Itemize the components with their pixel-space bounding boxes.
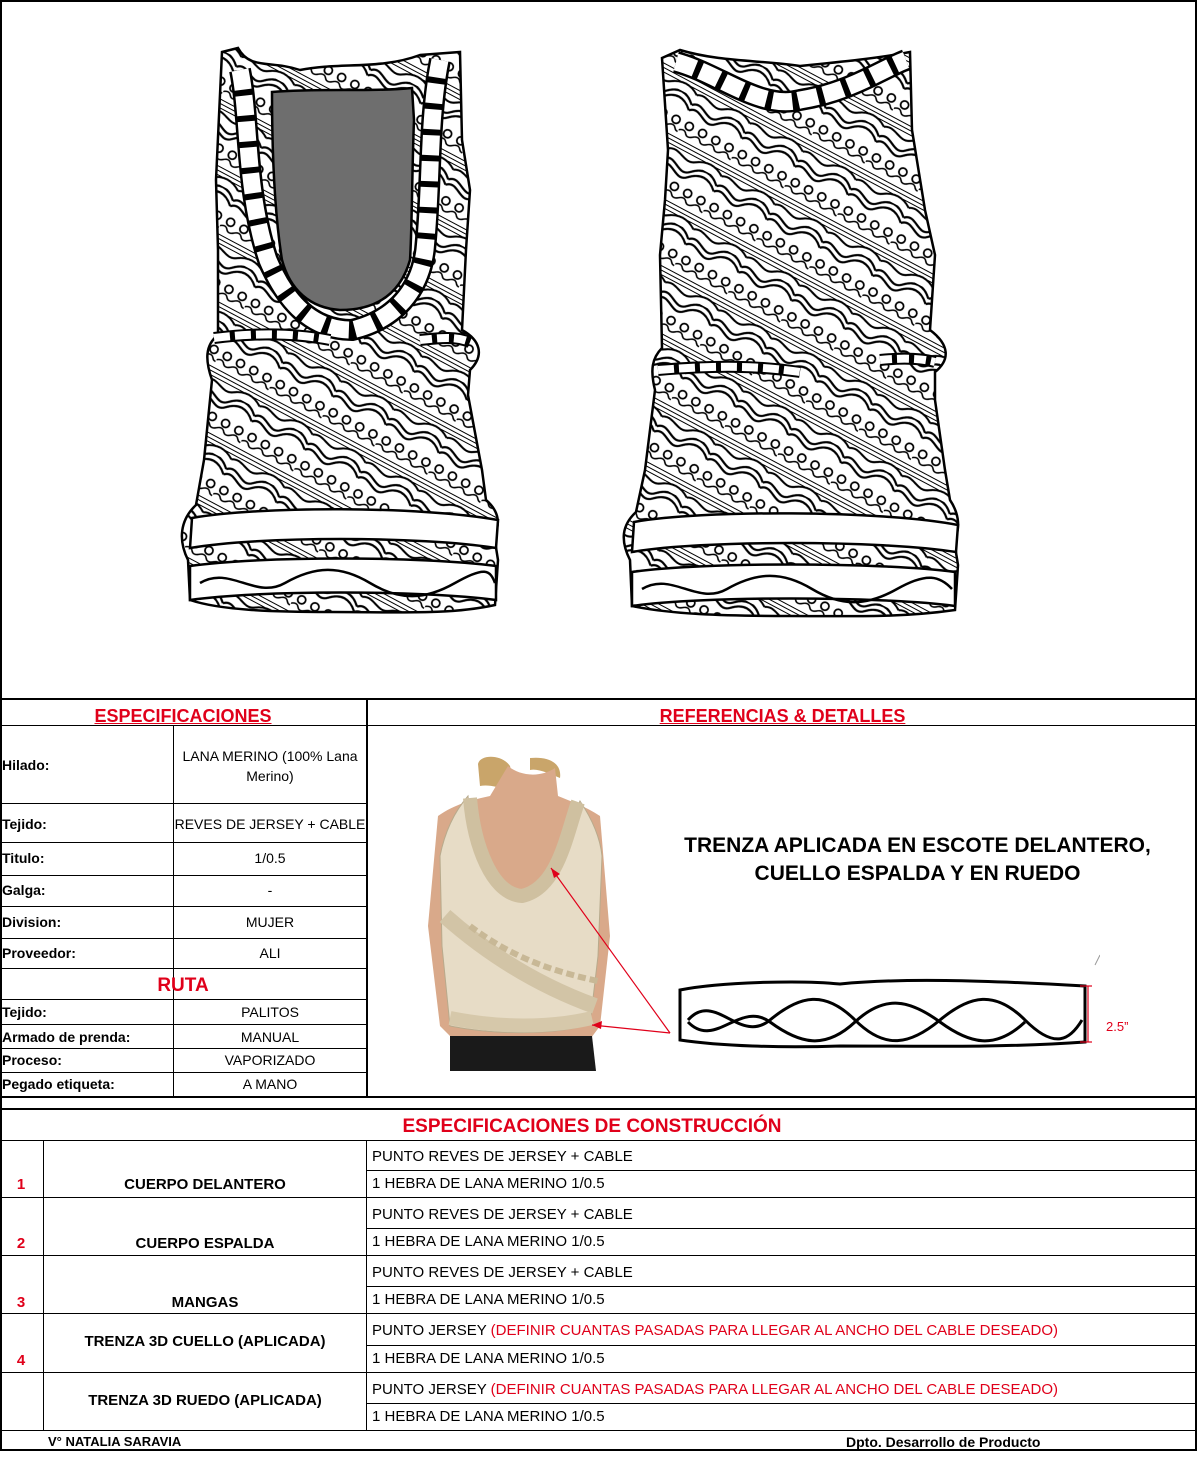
reference-note-line1: TRENZA APLICADA EN ESCOTE DELANTERO, [684, 834, 1151, 857]
construction-line1-text: PUNTO JERSEY [372, 1381, 491, 1398]
row-divider [0, 1197, 1197, 1198]
construction-row-line2: 1 HEBRA DE LANA MERINO 1/0.5 [372, 1350, 605, 1367]
ruta-label-armado: Armado de prenda: [2, 1029, 131, 1045]
subrow-divider [366, 1286, 1197, 1287]
construction-row-line2: 1 HEBRA DE LANA MERINO 1/0.5 [372, 1233, 605, 1250]
construction-row-line1 [372, 1322, 1058, 1339]
spec-value-galga: - [267, 882, 273, 898]
spec-value-tejido: REVES DE JERSEY + CABLE [174, 816, 366, 832]
ruta-label-etiqueta: Pegado etiqueta: [2, 1076, 115, 1092]
spec-label-tejido: Tejido: [2, 816, 47, 832]
row-divider [0, 1255, 1197, 1256]
row-divider [0, 968, 366, 969]
subrow-divider [366, 1403, 1197, 1404]
row-divider [0, 875, 366, 876]
section-divider [0, 1108, 1197, 1110]
spec-value-hilado: LANA MERINO (100% Lana Merino) [182, 748, 358, 784]
construction-row-name: TRENZA 3D RUEDO (APLICADA) [88, 1392, 322, 1409]
braid-detail [540, 860, 1100, 1100]
construction-row-line1: PUNTO REVES DE JERSEY + CABLE [372, 1264, 633, 1281]
row-divider [0, 803, 366, 804]
references-title: REFERENCIAS & DETALLES [659, 706, 906, 726]
row-divider [0, 1372, 1197, 1373]
ruta-label-tejido: Tejido: [2, 1004, 47, 1020]
row-divider [0, 938, 366, 939]
ruta-value-tejido: PALITOS [241, 1004, 299, 1020]
construction-row-name: CUERPO DELANTERO [124, 1176, 286, 1193]
reference-note-line2: CUELLO ESPALDA Y EN RUEDO [754, 862, 1081, 885]
garment-sketches [0, 0, 1200, 700]
ruta-value-etiqueta: A MANO [242, 1076, 298, 1092]
spec-value-division: MUJER [245, 914, 295, 930]
department-label: Dpto. Desarrollo de Producto [846, 1434, 1041, 1450]
row-divider [0, 1024, 366, 1025]
row-divider [0, 1072, 366, 1073]
column-divider [366, 698, 368, 1096]
construction-row-name: TRENZA 3D CUELLO (APLICADA) [84, 1333, 326, 1350]
row-divider [0, 1313, 1197, 1314]
construction-row-line1: PUNTO REVES DE JERSEY + CABLE [372, 1206, 633, 1223]
section-divider [0, 698, 1197, 700]
construction-row-number: 1 [16, 1176, 26, 1193]
subrow-divider [366, 1345, 1197, 1346]
row-divider [0, 906, 366, 907]
row-divider [0, 999, 366, 1000]
ruta-value-proceso: VAPORIZADO [224, 1052, 316, 1068]
construction-row-number: 2 [16, 1235, 26, 1252]
construction-line1-note: (DEFINIR CUANTAS PASADAS PARA LLEGAR AL ANCHO DEL CABLE DESEADO) [490, 1381, 1059, 1398]
braid-width-label: 2.5” [1106, 1019, 1129, 1034]
row-divider [0, 1430, 1197, 1431]
spec-label-galga: Galga: [2, 882, 46, 898]
spec-value-proveedor: ALI [259, 945, 281, 961]
construction-row-number: 3 [16, 1294, 26, 1311]
name-column-divider [366, 1140, 367, 1430]
construction-row-name: MANGAS [171, 1294, 239, 1311]
spec-value-titulo: 1/0.5 [254, 850, 286, 866]
construction-row-name: CUERPO ESPALDA [135, 1235, 275, 1252]
ruta-value-armado: MANUAL [240, 1029, 300, 1045]
front-garment-sketch [182, 48, 498, 612]
spec-label-proveedor: Proveedor: [2, 945, 76, 961]
back-garment-sketch [624, 50, 958, 616]
subrow-divider [366, 1170, 1197, 1171]
spec-label-titulo: Titulo: [2, 850, 45, 866]
spec-label-division: Division: [2, 914, 62, 930]
row-divider [0, 842, 366, 843]
specs-title: ESPECIFICACIONES [94, 706, 272, 726]
construction-title: ESPECIFICACIONES DE CONSTRUCCIÓN [402, 1116, 782, 1137]
approval-signature: V° NATALIA SARAVIA [48, 1434, 182, 1449]
construction-row-line1: PUNTO REVES DE JERSEY + CABLE [372, 1148, 633, 1165]
spec-label-hilado: Hilado: [2, 757, 50, 773]
construction-row-line2: 1 HEBRA DE LANA MERINO 1/0.5 [372, 1175, 605, 1192]
construction-row-number: 4 [16, 1352, 26, 1369]
construction-row-line2: 1 HEBRA DE LANA MERINO 1/0.5 [372, 1408, 605, 1425]
subrow-divider [366, 1228, 1197, 1229]
construction-row-line2: 1 HEBRA DE LANA MERINO 1/0.5 [372, 1291, 605, 1308]
ruta-label-proceso: Proceso: [2, 1052, 62, 1068]
construction-row-line1 [372, 1381, 1058, 1398]
construction-line1-note: (DEFINIR CUANTAS PASADAS PARA LLEGAR AL ANCHO DEL CABLE DESEADO) [490, 1322, 1059, 1339]
row-divider [0, 1048, 366, 1049]
ruta-title: RUTA [157, 975, 209, 996]
construction-header-divider [0, 1140, 1197, 1141]
construction-line1-text: PUNTO JERSEY [372, 1322, 491, 1339]
